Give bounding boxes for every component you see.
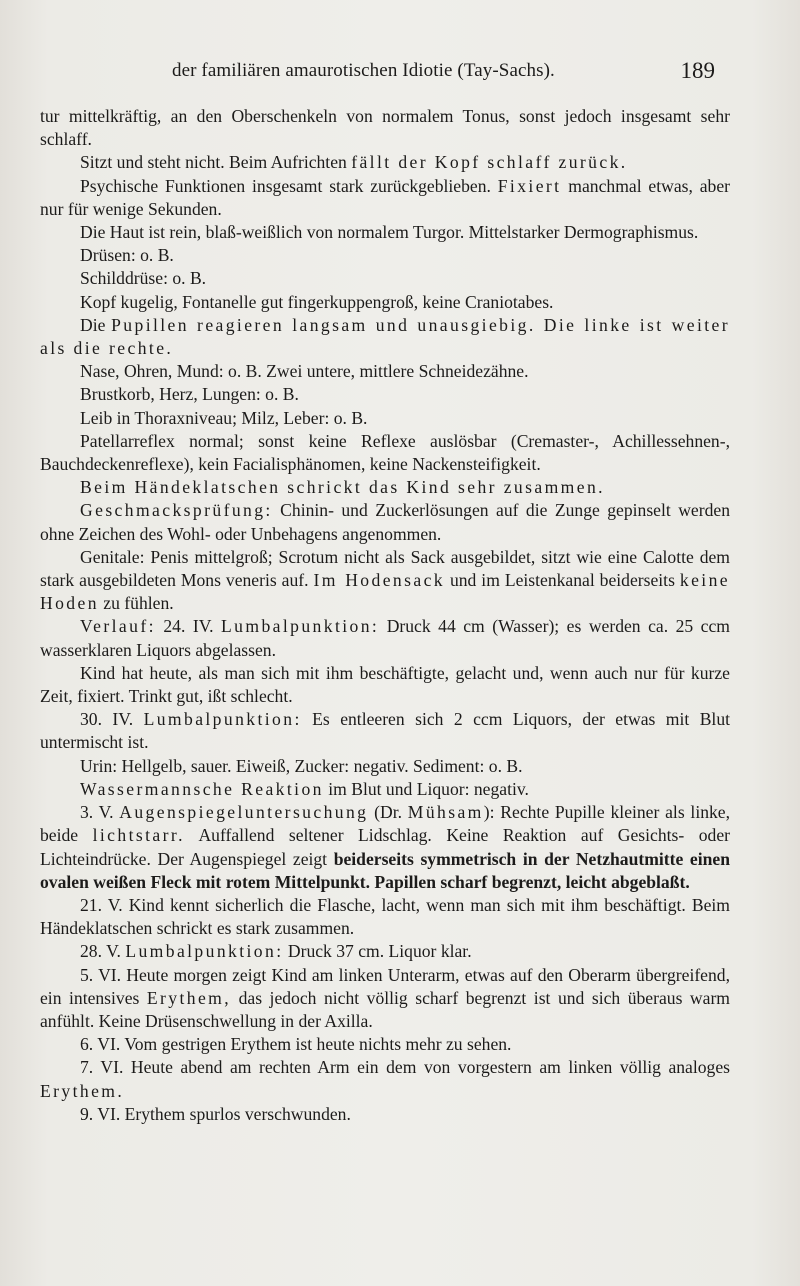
spaced-run: Beim Händeklatschen schrickt das Kind sehr zusammen. [80, 477, 605, 498]
text-run: Sitzt und steht nicht. Beim Aufrichten [80, 152, 352, 173]
paragraph [40, 1103, 730, 1126]
text-run: Leib in Thoraxniveau; Milz, Leber: o. B. [80, 407, 368, 428]
text-run: Patellarreflex normal; sonst keine Reflexe auslösbar (Cremaster-, Achillessehnen-, Bauchdeckenreflexe), kein Facialisphänomen, keine Nackensteifigkeit. [40, 430, 730, 475]
spaced-run: Lumbalpunktion: [125, 941, 284, 962]
text-run: Druck 37 cm. Liquor klar. [283, 941, 472, 962]
text-run: tur mittelkräftig, an den Oberschenkeln von normalem Tonus, sonst jedoch insgesamt sehr schlaff. [40, 106, 730, 150]
spaced-run: Pupillen reagieren langsam und unausgiebig. Die linke ist weiter als die rechte. [40, 314, 730, 359]
paragraph [40, 430, 730, 476]
spaced-run: Lumbalpunktion: [221, 616, 380, 637]
text-run: Nase, Ohren, Mund: o. B. Zwei untere, mittlere Schneidezähne. [80, 361, 529, 382]
paragraph [40, 615, 730, 661]
text-run: 7. VI. Heute abend am rechten Arm ein dem von vorgestern am linken völlig analoges [80, 1057, 730, 1078]
page-number: 189 [680, 58, 715, 83]
spaced-run: Geschmacksprüfung: [80, 500, 273, 521]
paragraph [40, 964, 730, 1034]
bold-run: beiderseits symmetrisch in der Netzhautmitte einen ovalen weißen Fleck mit rotem Mittelpunkt. Papillen scharf begrenzt, leicht abgeblaßt. [40, 848, 730, 892]
text-run: 6. VI. Vom gestrigen Erythem ist heute nichts mehr zu sehen. [80, 1034, 512, 1055]
paragraph [40, 407, 730, 430]
text-run: manchmal etwas, aber nur für wenige Sekunden. [40, 175, 730, 219]
text-run: 28. V. [80, 941, 126, 962]
spaced-run: Erythem. [40, 1080, 125, 1101]
paragraph [40, 314, 730, 360]
text-run: Psychische Funktionen insgesamt stark zurückgeblieben. [80, 175, 498, 196]
text-run: Die Haut ist rein, blaß-weißlich von normalem Turgor. Mittelstarker Dermographismus. [80, 222, 699, 243]
running-head: der familiären amaurotischen Idiotie (Tay-Sachs). [172, 60, 555, 81]
text-run: das jedoch nicht völlig scharf begrenzt ist und sich überaus warm anfühlt. Keine Drüsenschwellung in der Axilla. [40, 987, 730, 1031]
text-run: Es entleeren sich 2 ccm Liquors, der etwas mit Blut untermischt ist. [40, 709, 731, 753]
spaced-run: Augenspiegeluntersuchung [119, 802, 369, 823]
text-run: Kind hat heute, als man sich mit ihm beschäftigte, gelacht und, wenn auch nur für kurze Zeit, fixiert. Trinkt gut, ißt schlecht. [40, 662, 730, 707]
text-run: im Blut und Liquor: negativ. [323, 778, 529, 799]
page-header [40, 60, 715, 90]
paragraph [40, 662, 730, 708]
text-run: Auffallend seltener Lidschlag. Keine Reaktion auf Gesichts- oder Lichteindrücke. Der Augenspiegel zeigt [40, 825, 730, 869]
spaced-run: Im Hodensack [313, 570, 445, 591]
text-run: Kopf kugelig, Fontanelle gut fingerkuppengroß, keine Craniotabes. [80, 291, 554, 312]
text-run: Urin: Hellgelb, sauer. Eiweiß, Zucker: negativ. Sediment: o. B. [80, 755, 523, 776]
text-run: Chinin- und Zuckerlösungen auf die Zunge gepinselt werden ohne Zeichen des Wohl- oder Unbehagens angenommen. [40, 500, 730, 544]
paragraph [40, 894, 730, 940]
text-run: (Dr. [368, 802, 408, 823]
text-run: und im Leistenkanal beiderseits [444, 570, 680, 591]
paragraph [40, 708, 730, 754]
spaced-run: Erythem, [146, 987, 232, 1008]
paragraph [40, 1033, 730, 1056]
paragraph [40, 801, 730, 894]
text-run: 24. IV. [155, 616, 222, 637]
paragraph [40, 546, 730, 616]
text-run: 21. V. Kind kennt sicherlich die Flasche, lacht, wenn man sich mit ihm beschäftigt. Beim Händeklatschen schrickt es stark zusammen. [40, 894, 730, 939]
paragraph [40, 383, 730, 406]
spaced-run: Verlauf: [80, 616, 156, 637]
paragraph [40, 360, 730, 383]
text-run: Die [80, 314, 112, 335]
paragraph [40, 476, 730, 499]
text-run: Brustkorb, Herz, Lungen: o. B. [80, 384, 299, 405]
paragraph [40, 105, 730, 151]
spaced-run: Fixiert [497, 175, 562, 196]
paragraph [40, 244, 730, 267]
spaced-run: fällt der Kopf schlaff zurück. [351, 152, 628, 173]
text-run: ): Rechte Pupille kleiner als linke, beide [40, 802, 731, 846]
paragraph [40, 940, 730, 963]
text-run: Schilddrüse: o. B. [80, 268, 207, 289]
paragraph [40, 151, 730, 174]
paragraph [40, 221, 730, 244]
spaced-run: lichtstarr. [92, 825, 185, 846]
paragraph [40, 175, 730, 221]
body-text [40, 105, 730, 1126]
spaced-run: Wassermannsche Reaktion [80, 778, 324, 799]
paragraph [40, 755, 730, 778]
paragraph [40, 499, 730, 545]
spaced-run: keine Hoden [40, 570, 730, 614]
spaced-run: Mühsam [407, 802, 484, 823]
spaced-run: Lumbalpunktion: [143, 709, 302, 730]
text-run: 30. IV. [80, 709, 144, 730]
text-run: 9. VI. Erythem spurlos verschwunden. [80, 1103, 351, 1124]
text-run: Drüsen: o. B. [80, 245, 174, 266]
text-run: Druck 44 cm (Wasser); es werden ca. 25 ccm wasserklaren Liquors abgelassen. [40, 616, 730, 660]
text-run: zu fühlen. [98, 593, 174, 614]
paragraph [40, 778, 730, 801]
text-run: 3. V. [80, 802, 120, 823]
text-run: Genitale: Penis mittelgroß; Scrotum nicht als Sack ausgebildet, sitzt wie eine Calotte dem stark ausgebildeten Mons veneris auf. [40, 546, 730, 591]
paragraph [40, 1056, 730, 1102]
paragraph [40, 291, 730, 314]
paragraph [40, 267, 730, 290]
text-run: 5. VI. Heute morgen zeigt Kind am linken Unterarm, etwas auf den Oberarm übergreifend, ein intensives [40, 964, 730, 1008]
